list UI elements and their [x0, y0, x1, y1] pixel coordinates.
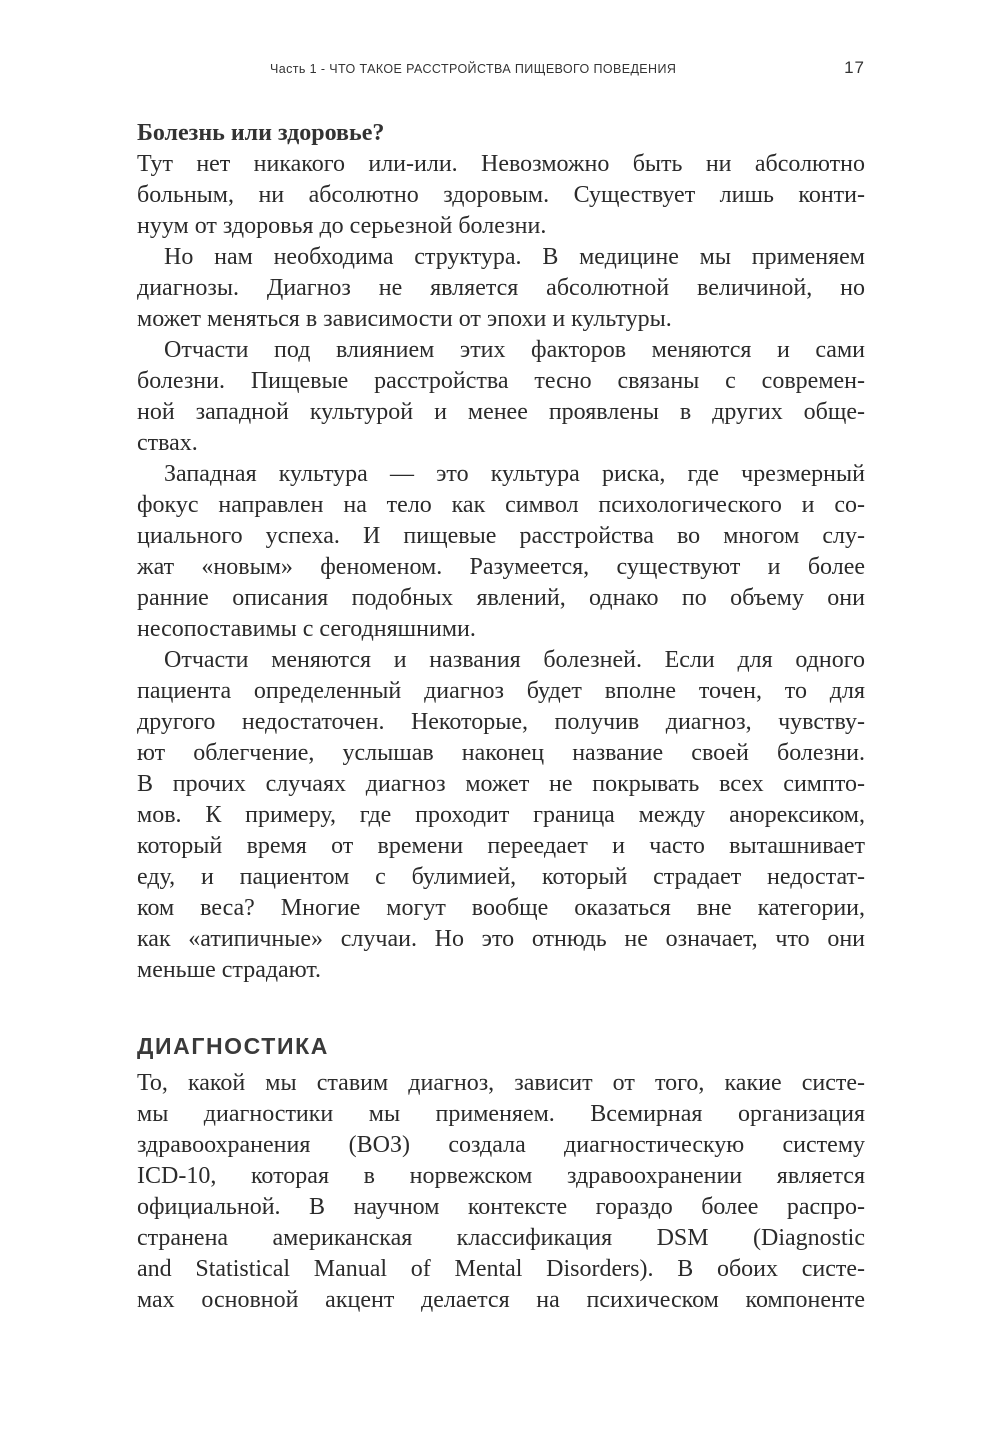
body-text-block-1 — [137, 118, 865, 986]
text-line: мов. К примеру, где проходит граница между анорексиком, — [137, 802, 865, 828]
text-line: Тут нет никакого или-или. Невозможно быть ни абсолютно — [137, 151, 865, 177]
text-line: and Statistical Manual of Mental Disorders). В обоих систе- — [137, 1256, 865, 1282]
text-line: диагнозы. Диагноз не является абсолютной величиной, но — [137, 275, 865, 301]
section-heading: ДИАГНОСТИКА — [137, 1033, 329, 1059]
text-line: Западная культура — это культура риска, где чрезмерный — [164, 461, 865, 487]
page-number: 17 — [844, 58, 865, 77]
text-line: несопоставимы с сегодняшними. — [137, 616, 476, 642]
text-line: болезни. Пищевые расстройства тесно связаны с современ- — [137, 368, 865, 394]
text-line: может меняться в зависимости от эпохи и культуры. — [137, 306, 672, 332]
running-title: Часть 1 - ЧТО ТАКОЕ РАССТРОЙСТВА ПИЩЕВОГО ПОВЕДЕНИЯ — [270, 62, 677, 76]
body-text-block-2 — [137, 1068, 865, 1316]
text-line: меньше страдают. — [137, 957, 322, 983]
text-line: ICD-10, которая в норвежском здравоохранении является — [137, 1163, 865, 1189]
running-header — [137, 58, 865, 82]
text-line: Но нам необходима структура. В медицине мы применяем — [164, 244, 865, 270]
text-line: ной западной культурой и менее проявлены в других обще- — [137, 399, 865, 425]
text-line: мы диагностики мы применяем. Всемирная организация — [137, 1101, 865, 1127]
text-line: В прочих случаях диагноз может не покрывать всех симпто- — [137, 771, 865, 797]
text-line: циального успеха. И пищевые расстройства во многом слу- — [137, 523, 865, 549]
subsection-heading: Болезнь или здоровье? — [137, 120, 385, 146]
text-line: Отчасти меняются и названия болезней. Если для одного — [164, 647, 865, 673]
text-line: пациента определенный диагноз будет вполне точен, то для — [137, 678, 865, 704]
text-line: ют облегчение, услышав наконец название своей болезни. — [137, 740, 865, 766]
text-line: То, какой мы ставим диагноз, зависит от того, какие систе- — [137, 1070, 865, 1096]
text-line: мах основной акцент делается на психическом компоненте — [137, 1287, 865, 1313]
text-line: жат «новым» феноменом. Разумеется, существуют и более — [137, 554, 865, 580]
text-line: ранние описания подобных явлений, однако по объему они — [137, 585, 865, 611]
text-line: другого недостаточен. Некоторые, получив диагноз, чувству- — [137, 709, 865, 735]
text-line: как «атипичные» случаи. Но это отнюдь не означает, что они — [137, 926, 865, 952]
text-line: нуум от здоровья до серьезной болезни. — [137, 213, 547, 239]
text-line: странена американская классификация DSM (Diagnostic — [137, 1225, 865, 1251]
text-line: здравоохранения (ВОЗ) создала диагностическую систему — [137, 1132, 865, 1158]
text-line: больным, ни абсолютно здоровым. Существует лишь конти- — [137, 182, 865, 208]
text-line: официальной. В научном контексте гораздо более распро- — [137, 1194, 865, 1220]
text-line: фокус направлен на тело как символ психологического и со- — [137, 492, 865, 518]
text-line: еду, и пациентом с булимией, который страдает недостат- — [137, 864, 865, 890]
text-line: Отчасти под влиянием этих факторов меняются и сами — [164, 337, 865, 363]
text-line: который время от времени переедает и часто выташнивает — [137, 833, 865, 859]
text-line: ком веса? Многие могут вообще оказаться вне категории, — [137, 895, 865, 921]
text-line: ствах. — [137, 430, 198, 456]
